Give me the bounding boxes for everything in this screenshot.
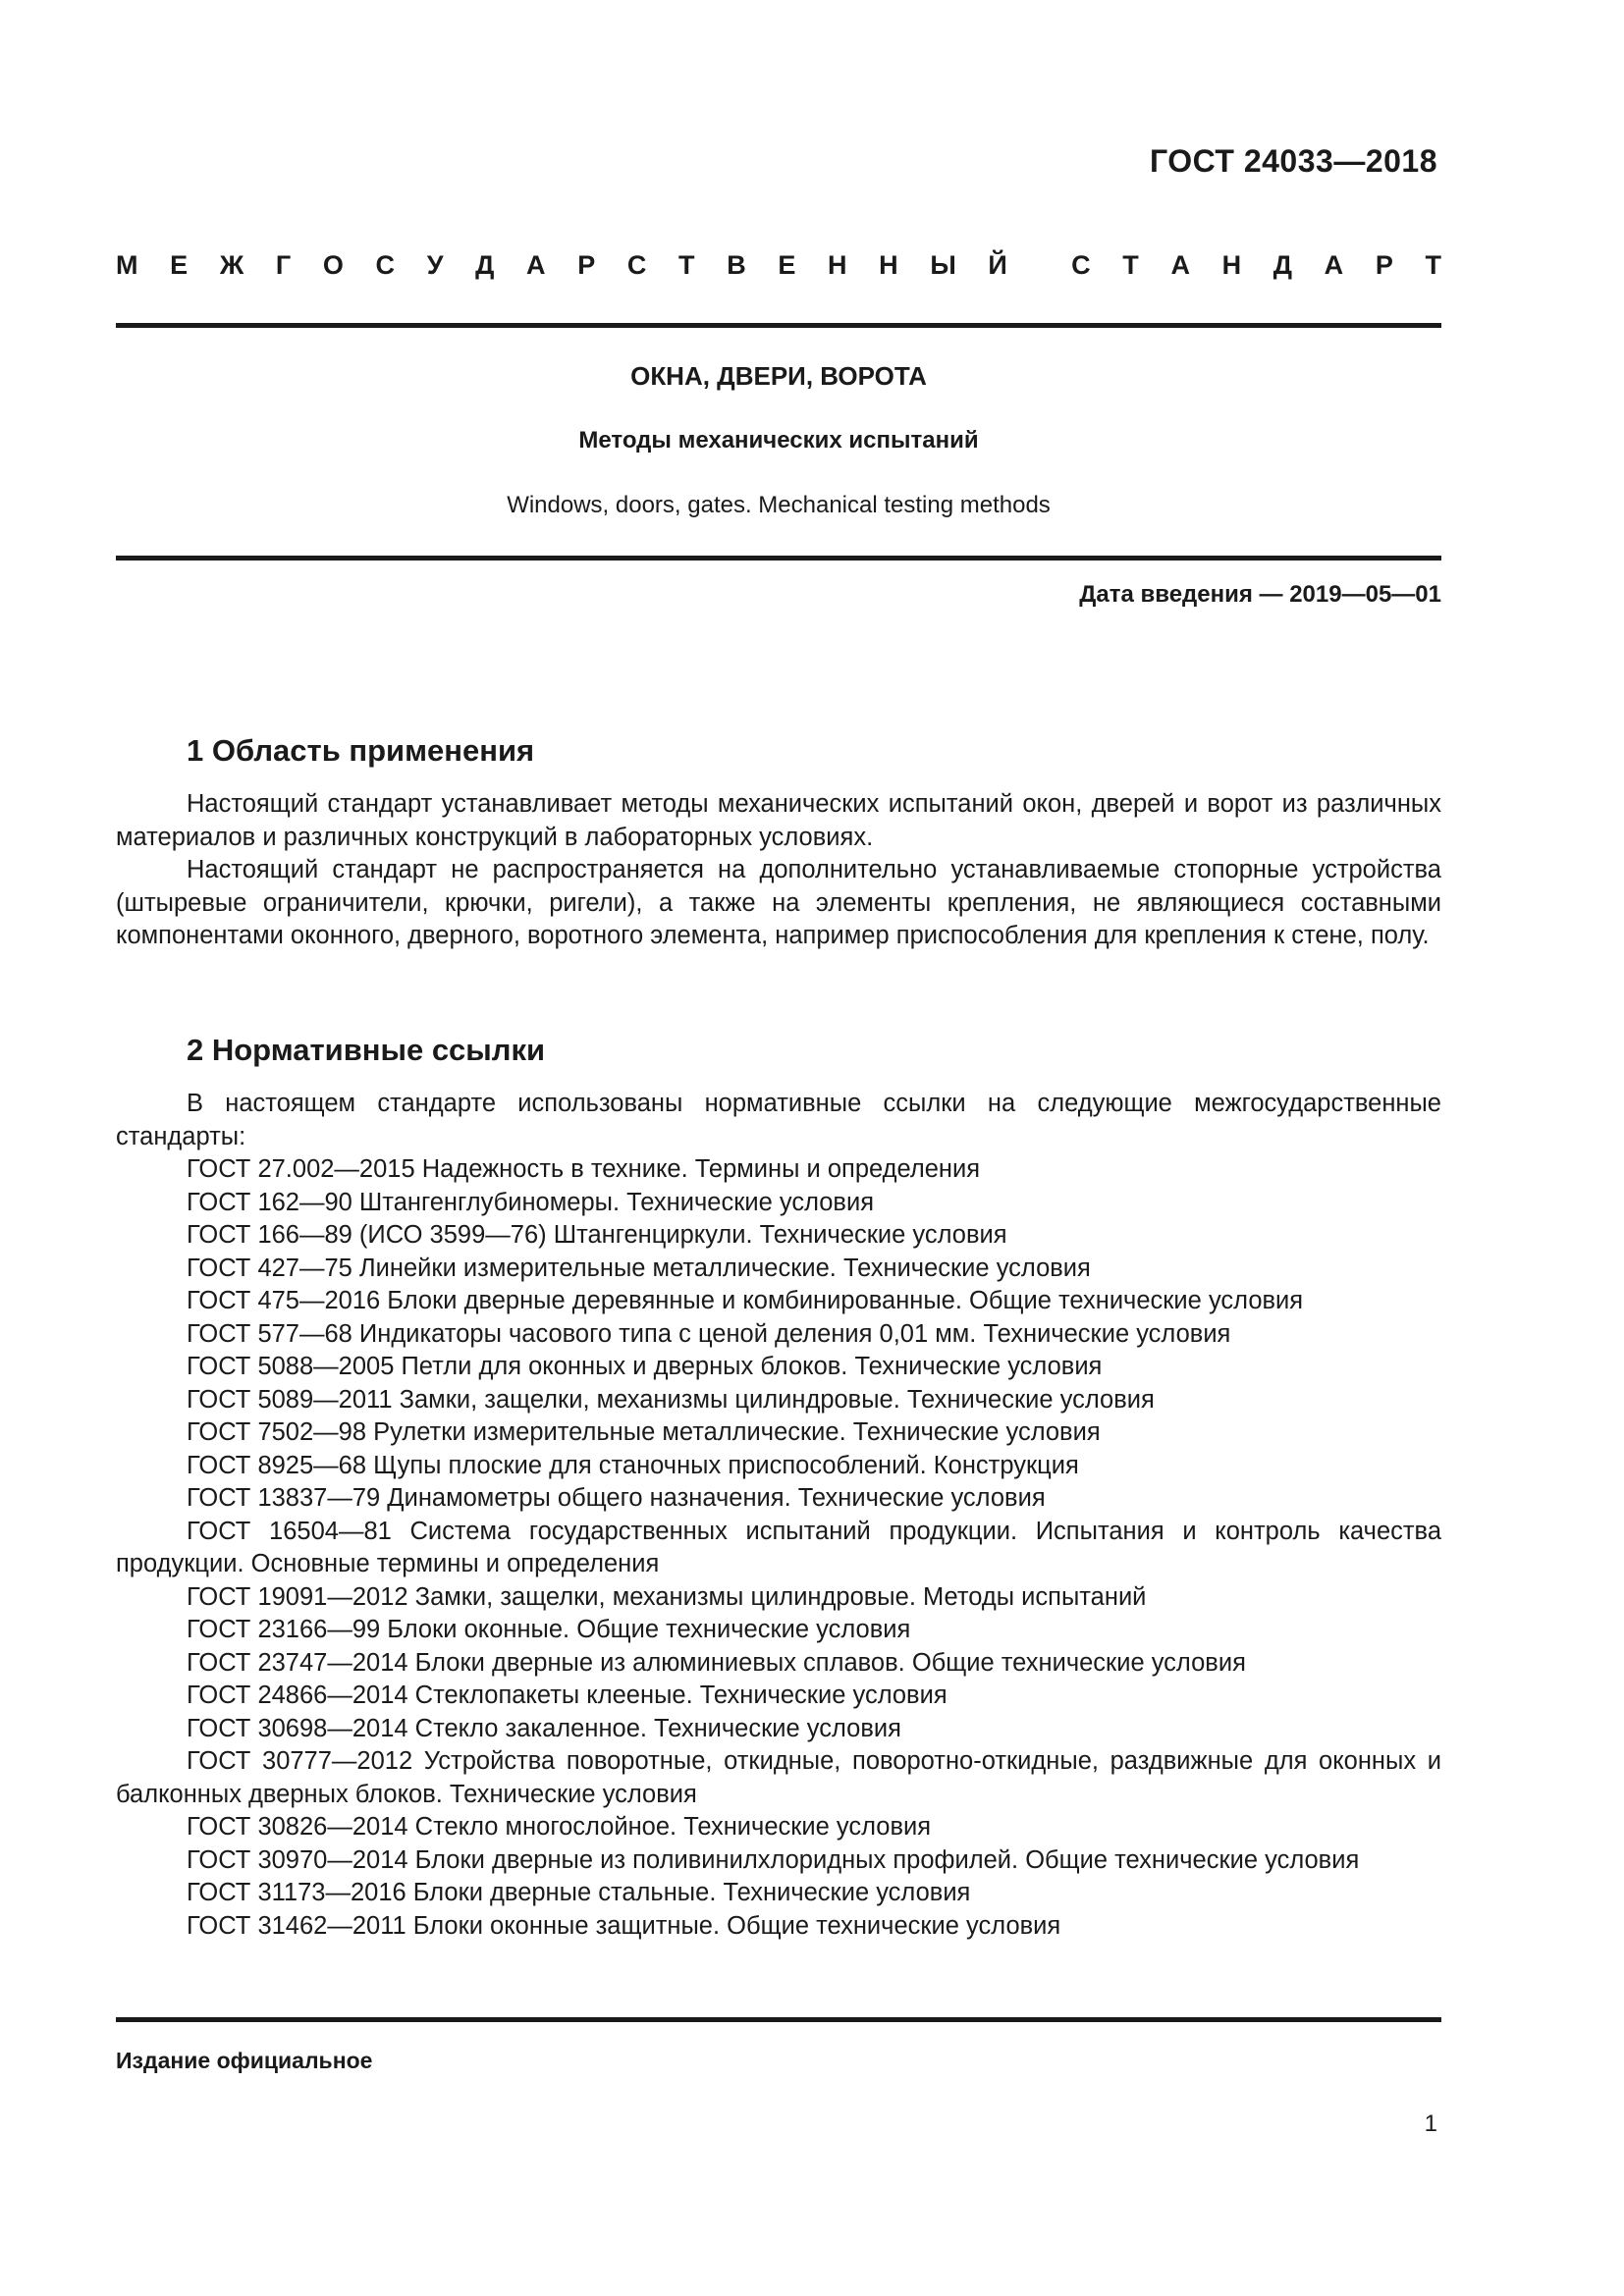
reference-item: ГОСТ 31462—2011 Блоки оконные защитные. Общие технические условия [187, 1911, 1061, 1940]
reference-item: ГОСТ 31173—2016 Блоки дверные стальные. Технические условия [187, 1879, 971, 1906]
letter: С [375, 250, 396, 280]
reference-item: ГОСТ 30698—2014 Стекло закаленное. Технические условия [187, 1714, 901, 1742]
section-heading: 2 Нормативные ссылки [187, 1033, 546, 1067]
letter: М [116, 250, 138, 280]
letter: Н [879, 250, 898, 280]
letter: Н [1221, 250, 1242, 280]
header-divider [116, 323, 1441, 328]
reference-item: ГОСТ 427—75 Линейки измерительные металлические. Технические условия [187, 1254, 1091, 1282]
reference-item: ГОСТ 30777—2012 Устройства поворотные, откидные, поворотно-откидные, раздвижные для оконных и балконных дверных блоков. Технические условия [116, 1747, 1441, 1808]
reference-item: ГОСТ 30826—2014 Стекло многослойное. Технические условия [187, 1813, 932, 1841]
letter: С [626, 250, 647, 280]
reference-item: ГОСТ 162—90 Штангенглубиномеры. Технические условия [187, 1188, 875, 1216]
reference-item: ГОСТ 24866—2014 Стеклопакеты клееные. Технические условия [187, 1682, 947, 1709]
letter: Е [778, 250, 796, 280]
letter: Д [1272, 250, 1293, 280]
paragraph: Настоящий стандарт не распространяется на дополнительно устанавливаемые стопорные устройства (штыревые ограничители, крючки, ригели), а также на элементы крепления, не являющиеся составными компонентами оконного, дверного, воротного элемента, например приспособления для крепления к стене, полу. [116, 856, 1441, 949]
letter: О [322, 250, 344, 280]
letter: Й [988, 250, 1007, 280]
letter: Т [1425, 250, 1441, 280]
interstate-standard-label [116, 250, 1441, 281]
paragraph: В настоящем стандарте использованы нормативные ссылки на следующие межгосударственные стандарты: [116, 1090, 1441, 1150]
english-title: Windows, doors, gates. Mechanical testing methods [507, 492, 1051, 518]
reference-item: ГОСТ 5089—2011 Замки, защелки, механизмы цилиндровые. Технические условия [187, 1385, 1155, 1414]
title-divider [116, 556, 1441, 561]
page-number: 1 [1424, 2110, 1437, 2137]
letter: Р [1375, 250, 1393, 280]
document-title: ОКНА, ДВЕРИ, ВОРОТА [630, 361, 927, 391]
section-heading: 1 Область применения [187, 733, 535, 768]
introduction-date: Дата введения — 2019—05—01 [1079, 581, 1441, 608]
letter: Ж [219, 250, 244, 280]
standard-number: ГОСТ 24033—2018 [1149, 143, 1437, 179]
reference-item: ГОСТ 16504—81 Система государственных испытаний продукции. Испытания и контроль качества продукции. Основные термины и определения [116, 1517, 1441, 1577]
section-scope [116, 731, 1441, 953]
letter: В [727, 250, 746, 280]
reference-item: ГОСТ 8925—68 Щупы плоские для станочных приспособлений. Конструкция [187, 1451, 1079, 1479]
reference-item: ГОСТ 30970—2014 Блоки дверные из поливинилхлоридных профилей. Общие технические условия [187, 1845, 1360, 1874]
letter: А [526, 250, 546, 280]
official-edition-label: Издание официальное [116, 2048, 373, 2073]
reference-item: ГОСТ 27.002—2015 Надежность в технике. Термины и определения [187, 1155, 981, 1183]
reference-item: ГОСТ 577—68 Индикаторы часового типа с ценой деления 0,01 мм. Технические условия [187, 1319, 1231, 1348]
letter: А [1324, 250, 1344, 280]
letter: У [426, 250, 444, 280]
letter: Т [1122, 250, 1139, 280]
letter: Н [828, 250, 847, 280]
reference-item: ГОСТ 475—2016 Блоки дверные деревянные и комбинированные. Общие технические условия [187, 1287, 1304, 1314]
document-subtitle: Методы механических испытаний [578, 427, 979, 454]
reference-item: ГОСТ 13837—79 Динамометры общего назначения. Технические условия [187, 1484, 1046, 1512]
reference-item: ГОСТ 23166—99 Блоки оконные. Общие технические условия [187, 1616, 911, 1643]
reference-item: ГОСТ 7502—98 Рулетки измерительные металлические. Технические условия [187, 1418, 1101, 1446]
letter: Ы [930, 250, 956, 280]
letter: Е [170, 250, 189, 280]
letter: С [1071, 250, 1091, 280]
letter: А [1170, 250, 1190, 280]
letter: Т [678, 250, 695, 280]
reference-item: ГОСТ 19091—2012 Замки, защелки, механизмы цилиндровые. Методы испытаний [187, 1582, 1147, 1611]
letter: Д [475, 250, 495, 280]
paragraph: Настоящий стандарт устанавливает методы механических испытаний окон, дверей и ворот из различных материалов и различных конструкций в лабораторных условиях. [116, 790, 1441, 851]
reference-item: ГОСТ 23747—2014 Блоки дверные из алюминиевых сплавов. Общие технические условия [187, 1648, 1246, 1677]
section-normative-references [116, 1031, 1441, 1943]
reference-item: ГОСТ 166—89 (ИСО 3599—76) Штангенциркули. Технические условия [187, 1221, 1007, 1249]
letter: Р [577, 250, 596, 280]
letter: Г [275, 250, 292, 280]
footer-divider [116, 2017, 1441, 2022]
reference-item: ГОСТ 5088—2005 Петли для оконных и дверных блоков. Технические условия [187, 1353, 1103, 1380]
